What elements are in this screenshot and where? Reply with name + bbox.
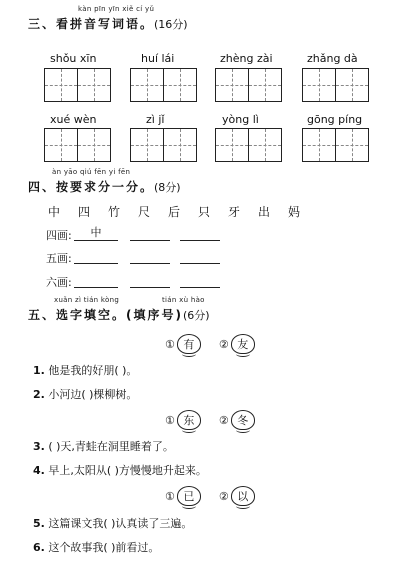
writing-grid-1[interactable] bbox=[44, 68, 111, 102]
peach-option-dong[interactable]: 东 bbox=[177, 410, 201, 430]
answer-line-5-2[interactable] bbox=[130, 249, 170, 264]
pinyin-1: shǒu xīn bbox=[50, 52, 97, 65]
peach-option-you[interactable]: 有 bbox=[177, 334, 201, 354]
character-list: 中四竹尺后只牙出妈 bbox=[48, 205, 319, 219]
question-text: 小河边( )棵柳树。 bbox=[48, 388, 138, 401]
question-text: 他是我的好朋( )。 bbox=[48, 364, 138, 377]
answer-line-5-3[interactable] bbox=[180, 249, 220, 264]
section5-subtitle: (填序号) bbox=[126, 308, 183, 322]
pinyin-8: gōng píng bbox=[307, 113, 363, 126]
pinyin-3: zhèng zài bbox=[220, 52, 273, 65]
question-text: 这个故事我( )前看过。 bbox=[48, 541, 160, 554]
question-4 bbox=[33, 462, 207, 478]
question-number: 2. bbox=[33, 388, 45, 401]
option-mark-2: ② bbox=[218, 489, 229, 503]
question-5 bbox=[33, 515, 192, 531]
peach-option-dong2[interactable]: 冬 bbox=[231, 410, 255, 430]
option-mark-2: ② bbox=[218, 413, 229, 427]
question-2 bbox=[33, 386, 137, 402]
option-mark-1: ① bbox=[165, 489, 175, 503]
writing-grid-2[interactable] bbox=[130, 68, 197, 102]
question-number: 5. bbox=[33, 517, 45, 530]
answer-line-6-2[interactable] bbox=[130, 273, 170, 288]
stroke-label-4: 四画: bbox=[46, 229, 72, 242]
section5-points: (6分) bbox=[183, 309, 210, 322]
option-mark-1: ① bbox=[165, 337, 175, 351]
section5-title: 五、选字填空。 bbox=[28, 308, 127, 322]
peach-option-you2[interactable]: 友 bbox=[231, 334, 255, 354]
option-pair-3 bbox=[165, 486, 255, 506]
question-number: 1. bbox=[33, 364, 45, 377]
answer-line-5-1[interactable] bbox=[74, 249, 118, 264]
pinyin-4: zhǎng dà bbox=[307, 52, 358, 65]
pinyin-6: zì jǐ bbox=[146, 113, 165, 126]
peach-option-yi[interactable]: 已 bbox=[177, 486, 201, 506]
question-number: 6. bbox=[33, 541, 45, 554]
section4-title: 四、按要求分一分。 bbox=[28, 180, 155, 194]
section3-heading bbox=[28, 15, 188, 32]
section5-pinyin-1: xuǎn zì tián kòng bbox=[54, 296, 120, 304]
question-text: ( )天,青蛙在洞里睡着了。 bbox=[48, 440, 174, 453]
question-text: 这篇课文我( )认真读了三遍。 bbox=[48, 517, 193, 530]
answer-line-4-1[interactable]: 中 bbox=[74, 226, 118, 241]
section4-pinyin: àn yāo qiú fēn yi fēn bbox=[52, 168, 131, 176]
writing-grid-5[interactable] bbox=[44, 128, 111, 162]
option-pair-2 bbox=[165, 410, 255, 430]
section5-heading bbox=[28, 306, 210, 323]
section3-pinyin: kàn pīn yīn xiě cí yǔ bbox=[78, 5, 155, 13]
question-3 bbox=[33, 438, 174, 454]
pinyin-2: huí lái bbox=[141, 52, 175, 65]
option-mark-1: ① bbox=[165, 413, 175, 427]
section3-points: (16分) bbox=[154, 18, 188, 31]
writing-grid-3[interactable] bbox=[215, 68, 282, 102]
writing-grid-4[interactable] bbox=[302, 68, 369, 102]
option-mark-2: ② bbox=[218, 337, 229, 351]
answer-line-4-3[interactable] bbox=[180, 226, 220, 241]
question-6 bbox=[33, 539, 159, 555]
writing-grid-7[interactable] bbox=[215, 128, 282, 162]
section3-title: 三、看拼音写词语。 bbox=[28, 17, 155, 31]
question-text: 早上,太阳从( )方慢慢地升起来。 bbox=[48, 464, 207, 477]
question-1 bbox=[33, 362, 137, 378]
section4-points: (8分) bbox=[154, 181, 181, 194]
peach-option-yi2[interactable]: 以 bbox=[231, 486, 255, 506]
writing-grid-8[interactable] bbox=[302, 128, 369, 162]
writing-grid-6[interactable] bbox=[130, 128, 197, 162]
section5-pinyin-2: tián xù hào bbox=[162, 296, 205, 304]
stroke-label-6: 六画: bbox=[46, 276, 72, 289]
pinyin-7: yòng lì bbox=[222, 113, 259, 126]
question-number: 4. bbox=[33, 464, 45, 477]
question-number: 3. bbox=[33, 440, 45, 453]
option-pair-1 bbox=[165, 334, 255, 354]
answer-line-6-3[interactable] bbox=[180, 273, 220, 288]
section4-heading bbox=[28, 178, 181, 195]
stroke-label-5: 五画: bbox=[46, 252, 72, 265]
answer-line-4-2[interactable] bbox=[130, 226, 170, 241]
pinyin-5: xué wèn bbox=[50, 113, 97, 126]
answer-line-6-1[interactable] bbox=[74, 273, 118, 288]
